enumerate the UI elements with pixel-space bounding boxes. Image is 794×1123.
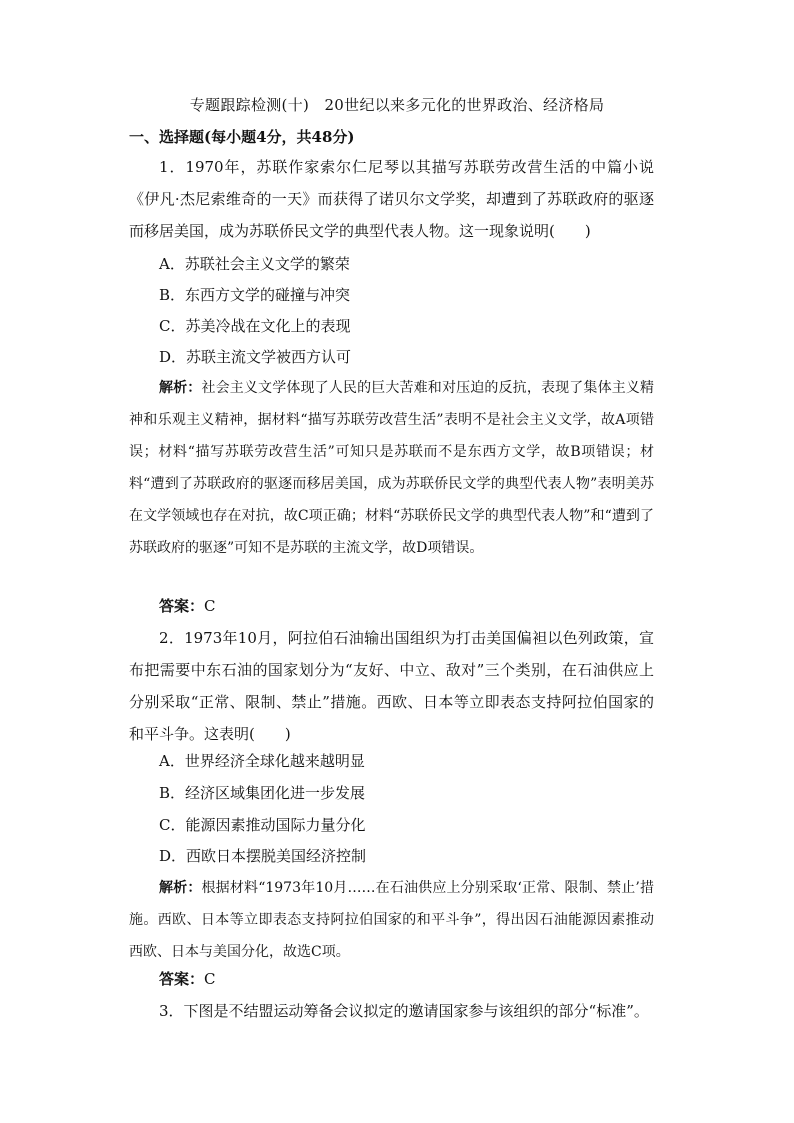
question-2-answer — [159, 963, 216, 995]
question-2-stem: 2．1973年10月，阿拉伯石油输出国组织为打击美国偏袒以色列政策，宣布把需要中东石油的国家划分为“友好、中立、敌对”三个类别，在石油供应上分别采取“正常、限制、禁止”措施。西欧、日本等立即表态支持阿拉伯国家的和平斗争。这表明( ) — [129, 629, 654, 743]
page-title: 专题跟踪检测(十) 20世纪以来多元化的世界政治、经济格局 — [189, 96, 605, 114]
question-1-stem: 1．1970年，苏联作家索尔仁尼琴以其描写苏联劳改营生活的中篇小说《伊凡·杰尼索维奇的一天》而获得了诺贝尔文学奖，却遭到了苏联政府的驱逐而移居美国，成为苏联侨民文学的典型代表人物。这一现象说明( ) — [129, 158, 654, 240]
question-2-option-b: B．经济区域集团化进一步发展 — [159, 784, 366, 802]
question-1-option-c: C．苏美冷战在文化上的表现 — [159, 317, 351, 335]
answer-label: 答案： — [159, 597, 205, 615]
answer-value: C — [204, 970, 216, 988]
question-2-option-a: A．世界经济全球化越来越明显 — [159, 752, 365, 770]
question-2-explanation — [129, 872, 654, 968]
explanation-label: 解析： — [159, 880, 202, 896]
explanation-text: 根据材料“1973年10月……在石油供应上分别采取‘正常、限制、禁止’措施。西欧、日本等立即表态支持阿拉伯国家的和平斗争”，得出因石油能源因素推动西欧、日本与美国分化，故选C项。 — [129, 880, 654, 960]
answer-value: C — [204, 597, 216, 615]
question-1-option-b: B．东西方文学的碰撞与冲突 — [159, 286, 351, 304]
question-2-option-d: D．西欧日本摆脱美国经济控制 — [159, 847, 367, 865]
answer-label: 答案： — [159, 970, 205, 988]
explanation-text: 社会主义文学体现了人民的巨大苦难和对压迫的反抗，表现了集体主义精神和乐观主义精神，据材料“描写苏联劳改营生活”表明不是社会主义文学，故A项错误；材料“描写苏联劳改营生活”可知只是苏联而不是东西方文学，故B项错误；材料“遭到了苏联政府的驱逐而移居美国，成为苏联侨民文学的典型代表人物”表明美苏在文学领域也存在对抗，故C项正确；材料“苏联侨民文学的典型代表人物”和“遭到了苏联政府的驱逐”可知不是苏联的主流文学，故D项错误。 — [129, 380, 655, 556]
question-1-option-a: A．苏联社会主义文学的繁荣 — [159, 255, 350, 273]
question-3-stem: 3．下图是不结盟运动筹备会议拟定的邀请国家参与该组织的部分“标准”。 — [159, 1002, 649, 1020]
question-2-option-c: C．能源因素推动国际力量分化 — [159, 816, 366, 834]
explanation-label: 解析： — [159, 380, 202, 396]
section-heading: 一、选择题(每小题4分，共48分) — [129, 128, 355, 146]
question-1-explanation — [129, 372, 654, 564]
question-1-option-d: D．苏联主流文学被西方认可 — [159, 348, 352, 366]
question-1-answer — [159, 590, 216, 622]
